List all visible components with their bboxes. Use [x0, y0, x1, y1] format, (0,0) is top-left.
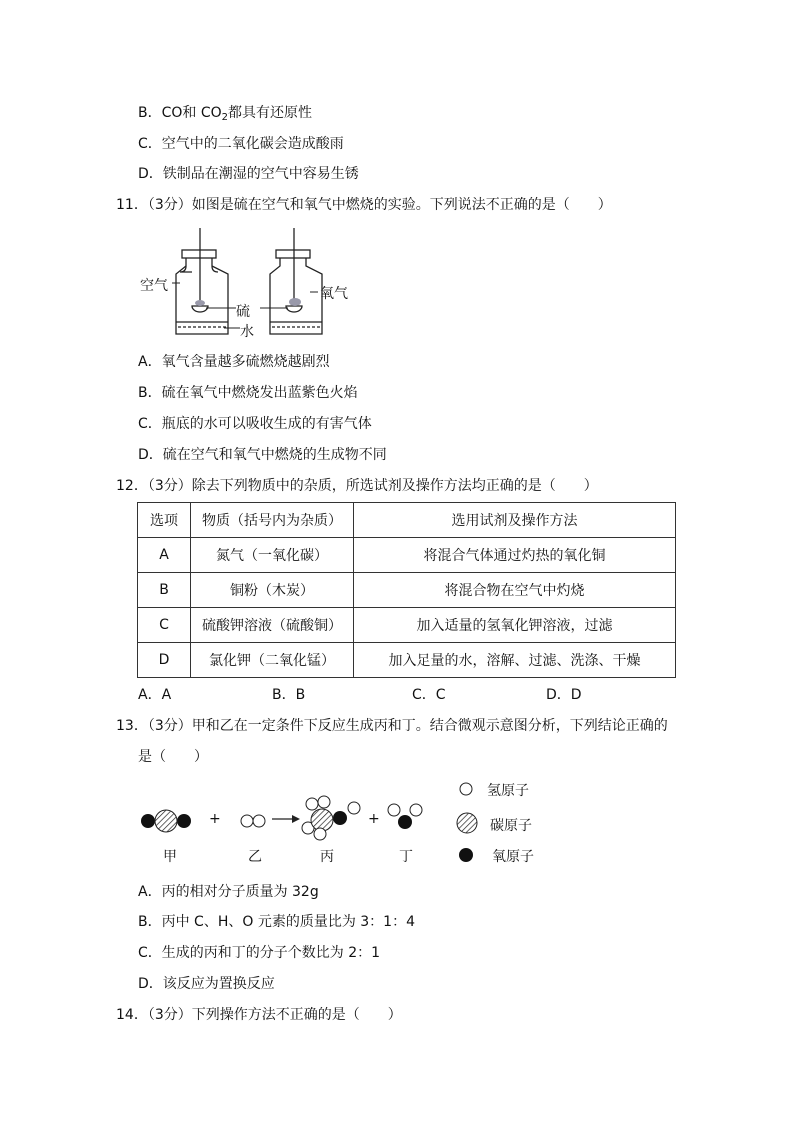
label-oxygen: 氧气 [320, 286, 348, 302]
q12-answer-d: D．D [546, 687, 582, 703]
label-yi: 乙 [248, 849, 262, 865]
table-cell: 将混合物在空气中灼烧 [354, 573, 676, 608]
molecule-yi [241, 815, 265, 827]
reaction-arrow [272, 815, 300, 823]
q13-stem-cont: 是（ ） [138, 749, 208, 765]
table-header: 选项 [138, 503, 191, 538]
label-sulfur: 硫 [236, 304, 250, 320]
q12-table [137, 502, 676, 678]
legend-oxygen: 氧原子 [492, 849, 534, 865]
q11-option-a: A．氧气含量越多硫燃烧越剧烈 [138, 354, 330, 370]
table-cell: 硫酸钾溶液（硫酸铜） [191, 608, 354, 643]
table-cell: D [138, 643, 191, 678]
table-header: 选用试剂及操作方法 [354, 503, 676, 538]
label-ding: 丁 [399, 849, 413, 865]
table-row [138, 608, 676, 643]
q10-option-b [138, 103, 312, 128]
table-cell: 加入足量的水，溶解、过滤、洗涤、干燥 [354, 643, 676, 678]
label-air: 空气 [140, 278, 168, 294]
plus-sign-2: + [368, 811, 380, 827]
q13-molecule-diagram [138, 798, 438, 846]
label-water: 水 [240, 324, 254, 340]
q13-option-a: A．丙的相对分子质量为 32g [138, 884, 319, 900]
table-header: 物质（括号内为杂质） [191, 503, 354, 538]
table-cell: A [138, 538, 191, 573]
table-cell: 铜粉（木炭） [191, 573, 354, 608]
table-cell: 加入适量的氢氧化钾溶液，过滤 [354, 608, 676, 643]
q13-option-c: C．生成的丙和丁的分子个数比为 2：1 [138, 945, 381, 961]
q10-option-b-text-end: 都具有还原性 [228, 105, 313, 121]
legend-carbon: 碳原子 [490, 818, 532, 834]
q13-option-d: D．该反应为置换反应 [138, 976, 275, 992]
q11-option-d: D．硫在空气和氧气中燃烧的生成物不同 [138, 447, 387, 463]
table-row [138, 573, 676, 608]
label-jia: 甲 [163, 849, 177, 865]
q10-option-b-subscript: 2 [221, 112, 229, 123]
right-sulfur-flame [289, 298, 301, 306]
table-row [138, 538, 676, 573]
q12-stem: 12．（3分）除去下列物质中的杂质，所选试剂及操作方法均正确的是（ ） [116, 478, 598, 494]
left-bottle [176, 228, 228, 334]
q10-option-d: D．铁制品在潮湿的空气中容易生锈 [138, 166, 359, 182]
table-cell: 氯化钾（二氧化锰） [191, 643, 354, 678]
table-row [138, 643, 676, 678]
q13-option-b: B．丙中 C、H、O 元素的质量比为 3：1：4 [138, 914, 415, 930]
plus-sign-1: + [209, 811, 221, 827]
q14-stem: 14．（3分）下列操作方法不正确的是（ ） [116, 1007, 402, 1023]
molecule-ding [388, 804, 422, 829]
q11-stem: 11．（3分）如图是硫在空气和氧气中燃烧的实验。下列说法不正确的是（ ） [116, 197, 612, 213]
right-bottle [270, 228, 322, 334]
q12-answer-c: C．C [412, 687, 446, 703]
q10-option-b-text: B．CO和 CO [138, 105, 222, 121]
molecule-jia [141, 810, 191, 832]
table-cell: C [138, 608, 191, 643]
q10-option-c: C．空气中的二氧化碳会造成酸雨 [138, 136, 344, 152]
left-sulfur-flame [195, 300, 205, 306]
molecule-bing [302, 796, 360, 840]
table-header-row [138, 503, 676, 538]
carbon-atom-icon [457, 813, 477, 833]
atom-legend-icons [456, 780, 486, 864]
hydrogen-atom-icon [460, 783, 472, 795]
q11-option-b: B．硫在氧气中燃烧发出蓝紫色火焰 [138, 385, 358, 401]
legend-hydrogen: 氢原子 [487, 783, 529, 799]
label-bing: 丙 [320, 849, 334, 865]
table-cell: 将混合气体通过灼热的氧化铜 [354, 538, 676, 573]
oxygen-atom-icon [459, 848, 473, 862]
table-cell: 氮气（一氧化碳） [191, 538, 354, 573]
table-cell: B [138, 573, 191, 608]
q12-answer-a: A．A [138, 687, 172, 703]
q13-stem: 13．（3分）甲和乙在一定条件下反应生成丙和丁。结合微观示意图分析，下列结论正确的 [116, 718, 668, 734]
q12-answer-b: B．B [272, 687, 306, 703]
q11-option-c: C．瓶底的水可以吸收生成的有害气体 [138, 416, 372, 432]
